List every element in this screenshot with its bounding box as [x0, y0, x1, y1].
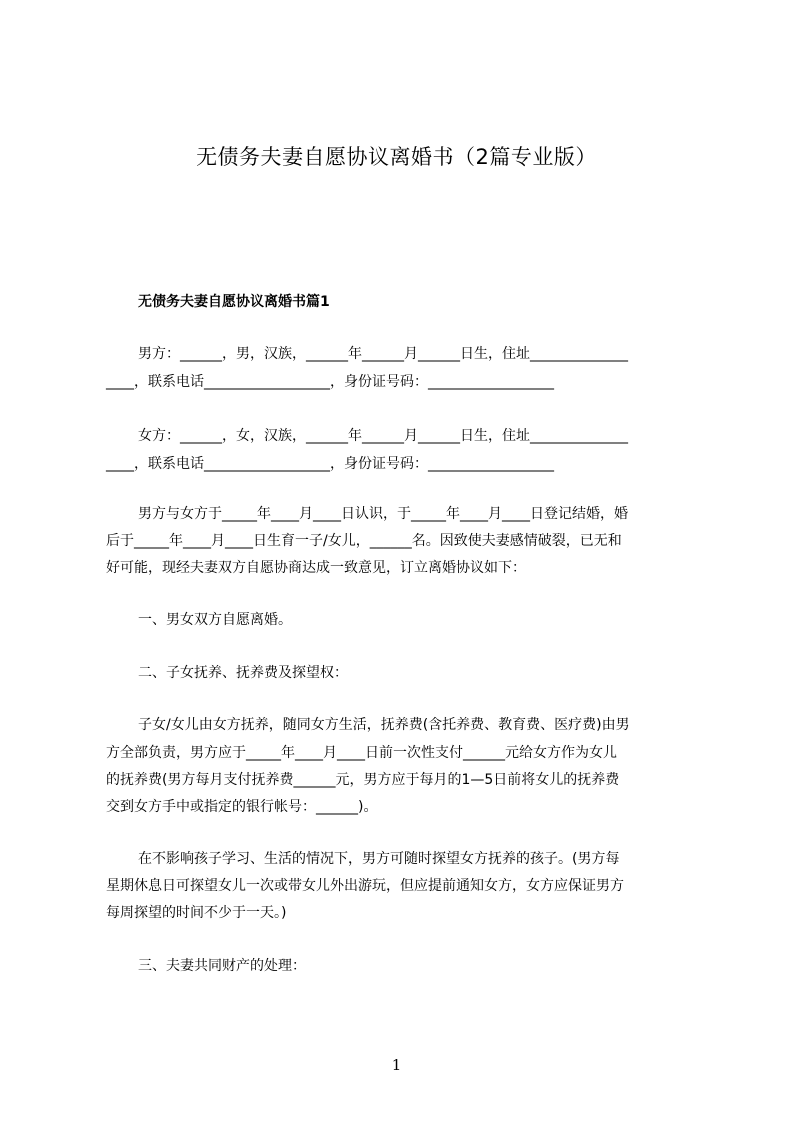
clause-3: 三、夫妻共同财产的处理：: [138, 958, 306, 974]
wife-info-line-2: ____，联系电话__________________，身份证号码：__________________: [106, 456, 554, 472]
visitation-line-3: 每周探望的时间不少于一天。): [106, 905, 287, 921]
intro-line-2: 后于_____年____月____日生育一子/女儿，______名。因致使夫妻感情破裂，已无和: [106, 533, 622, 549]
husband-info-line-2: ____，联系电话__________________，身份证号码：__________________: [106, 374, 554, 390]
custody-line-1: 子女/女儿由女方抚养，随同女方生活，抚养费(含托养费、教育费、医疗费)由男: [138, 717, 630, 733]
document-title: 无债务夫妻自愿协议离婚书（2篇专业版）: [196, 145, 597, 169]
custody-line-3: 的抚养费(男方每月支付抚养费______元，男方应于每月的1—5日前将女儿的抚养费: [106, 772, 620, 788]
intro-line-3: 好可能，现经夫妻双方自愿协商达成一致意见，订立离婚协议如下：: [106, 560, 526, 576]
wife-info-line-1: 女方：______，女，汉族，______年______月______日生，住址______________: [138, 428, 628, 444]
clause-1: 一、男女双方自愿离婚。: [138, 612, 292, 628]
page-number: 1: [391, 1056, 402, 1074]
section-heading: 无债务夫妻自愿协议离婚书篇1: [138, 294, 330, 310]
clause-2: 二、子女抚养、抚养费及探望权：: [138, 665, 348, 681]
custody-line-2: 方全部负责，男方应于_____年____月____日前一次性支付______元给女方作为女儿: [106, 745, 617, 761]
custody-line-4: 交到女方手中或指定的银行帐号：______)。: [106, 799, 378, 815]
husband-info-line-1: 男方：______，男，汉族，______年______月______日生，住址______________: [138, 346, 628, 362]
visitation-line-1: 在不影响孩子学习、生活的情况下，男方可随时探望女方抚养的孩子。(男方每: [138, 851, 620, 867]
intro-line-1: 男方与女方于_____年____月____日认识，于_____年____月____日登记结婚，婚: [138, 506, 628, 522]
visitation-line-2: 星期休息日可探望女儿一次或带女儿外出游玩，但应提前通知女方，女方应保证男方: [106, 878, 624, 894]
